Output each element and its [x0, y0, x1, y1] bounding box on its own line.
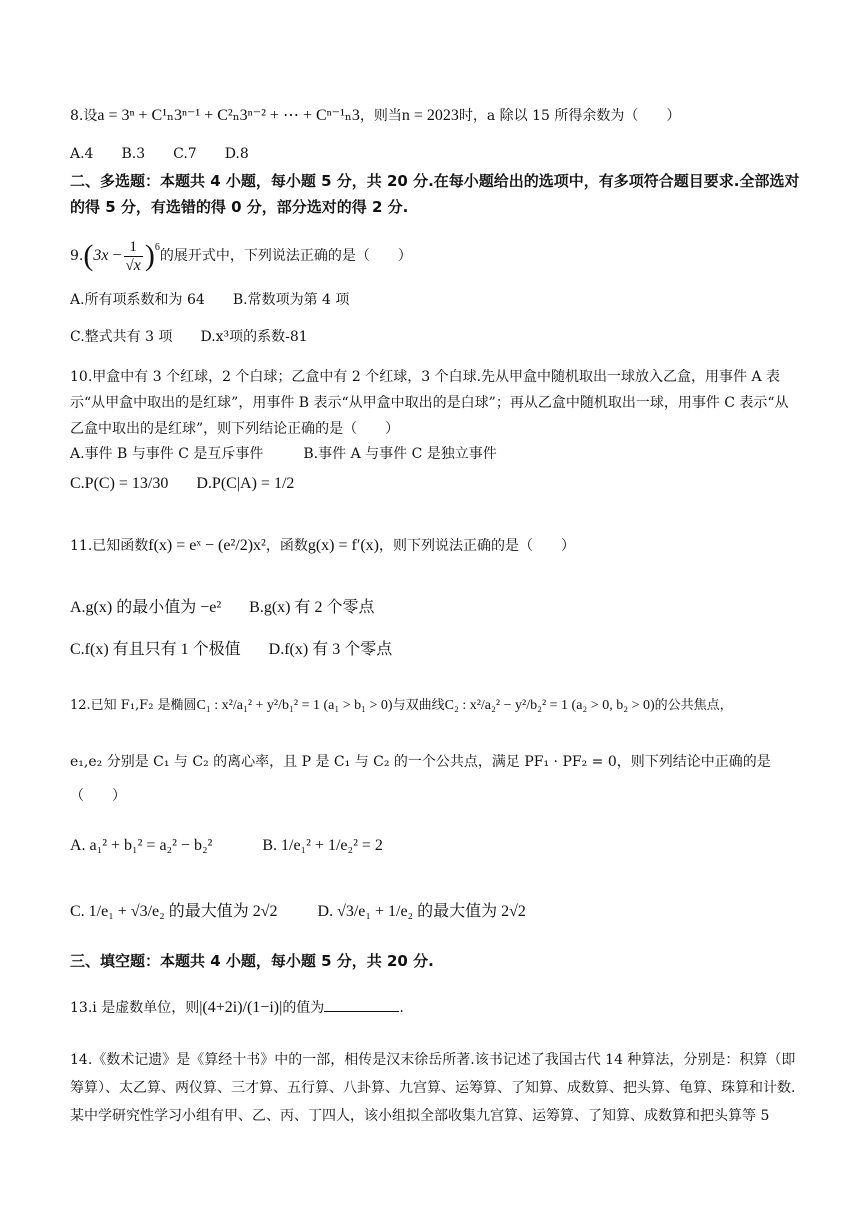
- q11-options-row1: [70, 598, 800, 618]
- q12-option-d[interactable]: D. √3/e₁ + 1/e₂ 的最大值为 2√2: [317, 903, 526, 920]
- q13-expression: |(4+2i)/(1−i)|: [199, 999, 283, 1016]
- q10-option-c[interactable]: C.P(C) = 13/30: [70, 475, 169, 492]
- q10-option-b[interactable]: B.事件 A 与事件 C 是独立事件: [303, 446, 497, 462]
- q8-options: [70, 144, 800, 164]
- section3-header: 三、填空题：本题共 4 小题，每小题 5 分，共 20 分.: [70, 952, 434, 970]
- q13-end: .: [399, 1000, 404, 1016]
- q12-line2: e₁,e₂ 分别是 C₁ 与 C₂ 的离心率，且 P 是 C₁ 与 C₂ 的一个公共点，满足 PF₁ · PF₂ = 0，则下列结论中正确的是: [70, 754, 771, 770]
- q12-hyperbola: C₂ : x²/a₂² − y²/b₂² = 1 (a₂ > 0, b₂ > 0): [444, 698, 655, 713]
- q12-option-c[interactable]: C. 1/e₁ + √3/e₂ 的最大值为 2√2: [70, 903, 278, 920]
- q10-stem: 10.甲盒中有 3 个红球，2 个白球；乙盒中有 2 个红球，3 个白球.先从甲盒中随机取出一球放入乙盒，用事件 A 表示“从甲盒中取出的是红球”，用事件 B 表示“从甲盒中取出的是白球”；再从乙盒中随机取出一球，用事件 C 表示“从乙盒中取出的是红球”，则下列结论正确的是（ ）: [70, 369, 789, 437]
- q11-prefix: 11.已知函数: [70, 538, 149, 554]
- q8-stem: [70, 106, 800, 126]
- q8-option-c[interactable]: C.7: [173, 146, 197, 162]
- q13-prefix: 13.i 是虚数单位，则: [70, 1000, 200, 1016]
- q11-option-b[interactable]: B.g(x) 有 2 个零点: [249, 599, 375, 616]
- q9-option-d[interactable]: D.x³项的系数-81: [200, 329, 308, 345]
- q11-option-a[interactable]: A.g(x) 的最小值为 −e²: [70, 599, 222, 616]
- q9-expression: ( 3x − $\frac{1}{√x}$ ) $^6$: [83, 238, 160, 274]
- section2-header: 二、多选题：本题共 4 小题，每小题 5 分，共 20 分.在每小题给出的选项中，有多项符合题目要求.全部选对的得 5 分，有选错的得 0 分，部分选对的得 2 分.: [70, 172, 800, 216]
- q11-options-row2: [70, 640, 800, 660]
- q12-stem: [70, 696, 800, 716]
- q12-options-row1: [70, 836, 800, 856]
- q8-option-d[interactable]: D.8: [224, 146, 249, 162]
- q9-stem: [70, 236, 800, 276]
- q12-prefix: 12.已知 F₁,F₂ 是椭圆: [70, 698, 197, 713]
- q8-prefix: 8.设: [70, 108, 98, 124]
- q13-answer-blank[interactable]: [324, 1011, 399, 1012]
- q13-suffix: 的值为: [282, 1000, 325, 1016]
- q14-stem: 14.《数术记遗》是《算经十书》中的一部，相传是汉末徐岳所著.该书记述了我国古代 14 种算法，分别是：积算（即筹算）、太乙算、两仪算、三才算、五行算、八卦算、九宫算、运筹算、了知算、成数算、把头算、龟算、珠算和计数.某中学研究性学习小组有甲、乙、丙、丁四人，该小组拟全部收集九宫算、运筹算、了知算、成数算和把头算等 5: [70, 1052, 796, 1124]
- q12-options-row2: [70, 902, 800, 922]
- q10-option-a[interactable]: A.事件 B 与事件 C 是互斥事件: [70, 446, 264, 462]
- q11-option-d[interactable]: D.f(x) 有 3 个零点: [268, 641, 393, 658]
- q9-suffix: 的展开式中，下列说法正确的是（ ）: [159, 248, 412, 264]
- q9-options-row2: [70, 327, 800, 347]
- q11-stem: [70, 536, 800, 556]
- q9-option-b[interactable]: B.常数项为第 4 项: [232, 292, 350, 308]
- q11-option-c[interactable]: C.f(x) 有且只有 1 个极值: [70, 641, 241, 658]
- q11-function-f: f(x) = eˣ − (e²/2)x²: [148, 537, 266, 554]
- q10-options-row2: [70, 474, 800, 494]
- q8-formula: a = 3ⁿ + C¹ₙ3ⁿ⁻¹ + C²ₙ3ⁿ⁻² + ⋯ + Cⁿ⁻¹ₙ3: [97, 107, 360, 124]
- q8-suffix: 时，a 除以 15 所得余数为（ ）: [458, 108, 681, 124]
- q12-ellipse: C₁ : x²/a₁² + y²/b₁² = 1 (a₁ > b₁ > 0): [196, 698, 393, 713]
- q11-suffix: ，则下列说法正确的是（ ）: [379, 538, 575, 554]
- q9-option-c[interactable]: C.整式共有 3 项: [70, 329, 173, 345]
- q12-end: 的公共焦点，: [654, 698, 733, 713]
- q8-option-a[interactable]: A.4: [70, 146, 94, 162]
- q10-option-d[interactable]: D.P(C|A) = 1/2: [196, 475, 295, 492]
- q11-mid: ，函数: [265, 538, 308, 554]
- q13-stem: [70, 998, 800, 1018]
- q12-paren: （ ）: [70, 788, 126, 804]
- q11-function-g: g(x) = f′(x): [307, 537, 379, 554]
- q9-option-a[interactable]: A.所有项系数和为 64: [70, 292, 205, 308]
- q12-option-a[interactable]: A. a₁² + b₁² = a₂² − b₂²: [70, 837, 213, 854]
- q8-option-b[interactable]: B.3: [121, 146, 146, 162]
- q9-options-row1: [70, 290, 800, 310]
- q8-mid: ，则当: [359, 108, 402, 124]
- q8-condition: n = 2023: [401, 107, 459, 124]
- q12-mid: 与双曲线: [392, 698, 445, 713]
- q10-options-row1: [70, 444, 800, 464]
- q9-prefix: 9.: [70, 248, 84, 264]
- q12-option-b[interactable]: B. 1/e₁² + 1/e₂² = 2: [262, 837, 383, 854]
